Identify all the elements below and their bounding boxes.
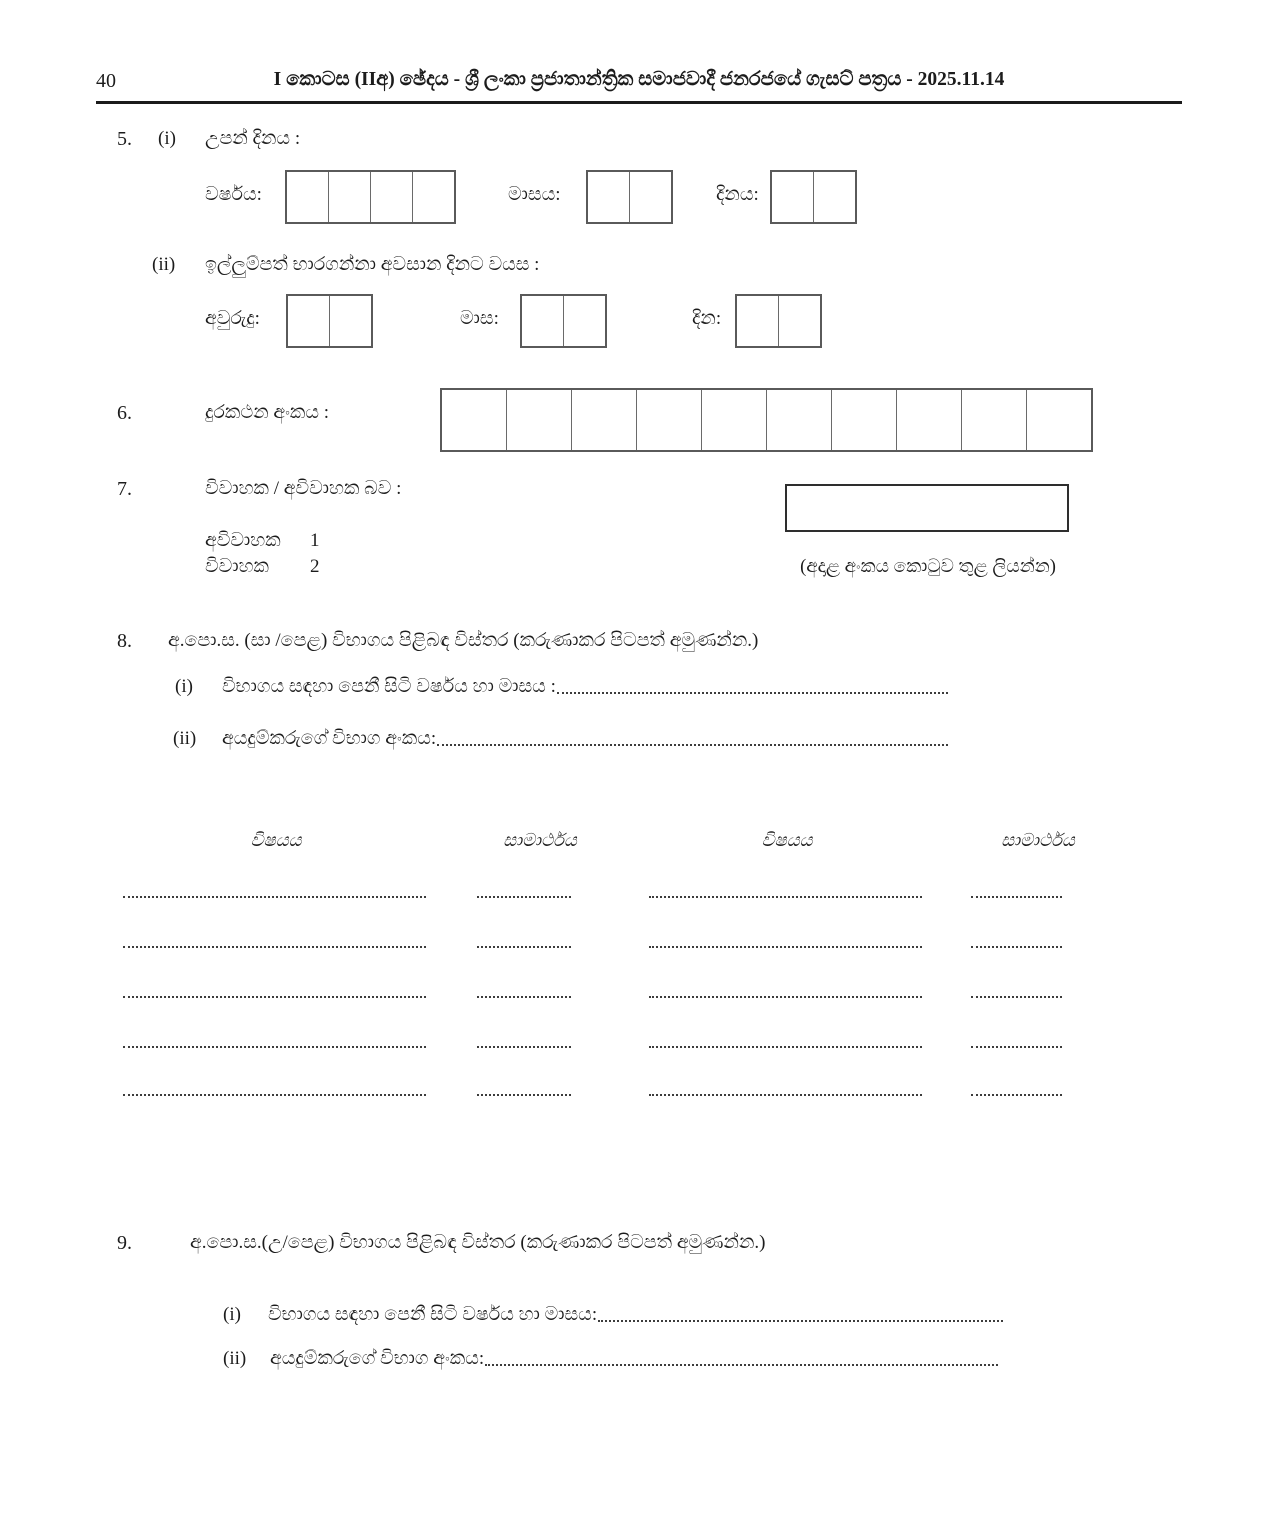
al-exam-year-label: විභාගය සඳහා පෙනී සිටි වර්ෂය හා මාසය: <box>268 1304 598 1325</box>
ol-exam-year-fill-in[interactable] <box>557 692 948 694</box>
table-header-grade-2: සාමාර්ථය <box>1001 830 1075 850</box>
subject-fill-in[interactable] <box>123 896 426 898</box>
dob-month-input[interactable] <box>586 170 673 224</box>
grade-fill-in[interactable] <box>971 946 1062 948</box>
option-married-value: 2 <box>310 556 320 577</box>
digit-cell[interactable] <box>442 390 507 450</box>
digit-cell[interactable] <box>1027 390 1091 450</box>
digit-cell[interactable] <box>287 172 329 222</box>
al-item-ii-label: (ii) <box>223 1348 247 1369</box>
al-exam-title: අ.පො.ස.(උ/පෙළ) විභාගය පිළිබඳ විස්තර (කරුණාකර පිටපත් අමුණන්න.) <box>190 1232 766 1253</box>
dob-year-label: වර්ෂය: <box>205 184 262 205</box>
telephone-label: දුරකථන අංකය : <box>205 402 330 423</box>
dob-month-label: මාසය: <box>508 184 561 205</box>
dob-label: උපන් දිනය : <box>205 128 301 149</box>
age-at-closing-label: ඉල්ලුම්පත් භාරගන්නා අවසාන දිනට වයස : <box>205 254 540 275</box>
subject-fill-in[interactable] <box>123 946 426 948</box>
digit-cell[interactable] <box>288 296 330 346</box>
ol-index-number-label: අයදුම්කරුගේ විභාග අංකය: <box>222 728 437 749</box>
grade-fill-in[interactable] <box>477 1046 571 1048</box>
subject-fill-in[interactable] <box>123 1046 426 1048</box>
dob-day-label: දිනය: <box>716 184 759 205</box>
marital-box-note: (අදාළ අංකය කොටුව තුළ ලියන්න) <box>800 557 1056 577</box>
grade-fill-in[interactable] <box>477 996 571 998</box>
age-years-input[interactable] <box>286 294 373 348</box>
telephone-number-input[interactable] <box>440 388 1093 452</box>
section5-number: 5. <box>117 128 132 150</box>
digit-cell[interactable] <box>572 390 637 450</box>
subject-fill-in[interactable] <box>649 996 922 998</box>
gazette-header-title: I කොටස (IIඅ) ඡේදය - ශ්‍රී ලංකා ප්‍රජාතාන්ත්‍රික සමාජවාදී ජනරජයේ ගැසට් පත්‍රය - 2025.11.14 <box>273 69 1005 90</box>
digit-cell[interactable] <box>413 172 454 222</box>
section5-item-i-label: (i) <box>158 128 176 149</box>
al-item-i-label: (i) <box>223 1304 241 1325</box>
al-index-number-fill-in[interactable] <box>485 1364 998 1366</box>
dob-year-input[interactable] <box>285 170 456 224</box>
digit-cell[interactable] <box>702 390 767 450</box>
dob-day-input[interactable] <box>770 170 857 224</box>
age-days-label: දින: <box>692 308 722 329</box>
subject-fill-in[interactable] <box>123 1094 426 1096</box>
section6-number: 6. <box>117 402 132 424</box>
digit-cell[interactable] <box>832 390 897 450</box>
digit-cell[interactable] <box>772 172 814 222</box>
ol-exam-title: අ.පො.ස. (සා /පෙළ) විභාගය පිළිබඳ විස්තර (කරුණාකර පිටපත් අමුණන්න.) <box>168 630 759 651</box>
grade-fill-in[interactable] <box>971 896 1062 898</box>
al-index-number-line <box>223 1348 1000 1370</box>
ol-item-ii-label: (ii) <box>173 728 197 749</box>
grade-fill-in[interactable] <box>477 946 571 948</box>
page-number: 40 <box>96 70 116 92</box>
grade-fill-in[interactable] <box>971 1046 1062 1048</box>
digit-cell[interactable] <box>630 172 671 222</box>
digit-cell[interactable] <box>522 296 564 346</box>
digit-cell[interactable] <box>767 390 832 450</box>
section5-item-ii-label: (ii) <box>152 254 176 275</box>
al-exam-year-fill-in[interactable] <box>598 1320 1003 1322</box>
grade-fill-in[interactable] <box>971 996 1062 998</box>
subject-fill-in[interactable] <box>649 1046 922 1048</box>
digit-cell[interactable] <box>588 172 630 222</box>
digit-cell[interactable] <box>330 296 371 346</box>
al-exam-year-line <box>223 1304 1005 1326</box>
ol-exam-year-line <box>175 676 950 698</box>
digit-cell[interactable] <box>371 172 413 222</box>
table-header-subject-2: විෂයය <box>761 830 813 850</box>
age-days-input[interactable] <box>735 294 822 348</box>
header-double-rule <box>96 101 1182 104</box>
subject-fill-in[interactable] <box>123 996 426 998</box>
ol-exam-year-label: විභාගය සඳහා පෙනී සිටි වර්ෂය හා මාසය : <box>222 676 556 697</box>
subject-fill-in[interactable] <box>649 896 922 898</box>
subject-fill-in[interactable] <box>649 946 922 948</box>
marital-status-label: විවාහක / අවිවාහක බව : <box>205 478 402 499</box>
age-years-label: අවුරුදු: <box>205 308 260 329</box>
grade-fill-in[interactable] <box>477 896 571 898</box>
option-married-label: විවාහක <box>205 556 269 577</box>
marital-status-input-box[interactable] <box>785 484 1069 532</box>
age-months-input[interactable] <box>520 294 607 348</box>
digit-cell[interactable] <box>779 296 820 346</box>
digit-cell[interactable] <box>962 390 1027 450</box>
table-header-grade-1: සාමාර්ථය <box>503 830 577 850</box>
digit-cell[interactable] <box>737 296 779 346</box>
digit-cell[interactable] <box>564 296 605 346</box>
option-unmarried-value: 1 <box>310 530 320 551</box>
section8-number: 8. <box>117 630 132 652</box>
section9-number: 9. <box>117 1232 132 1254</box>
digit-cell[interactable] <box>637 390 702 450</box>
digit-cell[interactable] <box>897 390 962 450</box>
section7-number: 7. <box>117 478 132 500</box>
table-header-subject-1: විෂයය <box>250 830 302 850</box>
grade-fill-in[interactable] <box>971 1094 1062 1096</box>
age-months-label: මාස: <box>460 308 499 329</box>
ol-index-number-fill-in[interactable] <box>437 744 948 746</box>
digit-cell[interactable] <box>814 172 855 222</box>
grade-fill-in[interactable] <box>477 1094 571 1096</box>
digit-cell[interactable] <box>507 390 572 450</box>
option-unmarried-label: අවිවාහක <box>205 530 281 551</box>
al-index-number-label: අයදුම්කරුගේ විභාග අංකය: <box>270 1348 485 1369</box>
ol-item-i-label: (i) <box>175 676 193 697</box>
digit-cell[interactable] <box>329 172 371 222</box>
subject-fill-in[interactable] <box>649 1094 922 1096</box>
ol-index-number-line <box>173 728 950 750</box>
